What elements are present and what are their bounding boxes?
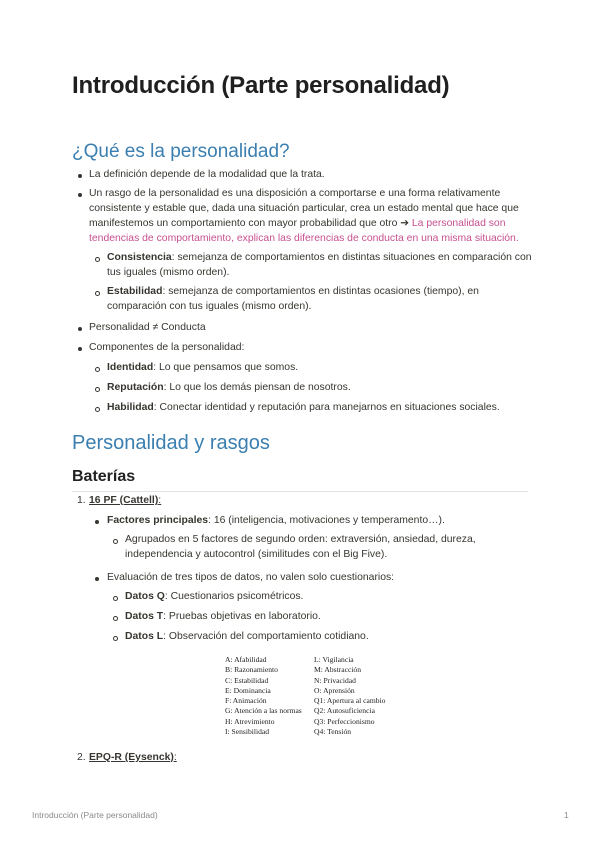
- sub-bullet-icon: [113, 596, 118, 601]
- list-item-title-line: [89, 750, 177, 766]
- bullet-text: consistente y estable que, dada una situación particular, crea un estado mental que hace que: [89, 203, 519, 214]
- bullet-icon: [95, 520, 99, 524]
- factor-item: M: Abstracción: [314, 665, 362, 675]
- list-number: 1.: [77, 495, 86, 506]
- term-datos-t: Datos T: [125, 611, 164, 622]
- list-item-text: : 16 (inteligencia, motivaciones y temperamento…).: [208, 515, 445, 526]
- sub-item-line: [107, 360, 298, 376]
- list-item-line: [107, 513, 445, 529]
- sub-item-text: : Observación del comportamiento cotidiano.: [163, 631, 369, 642]
- highlight-text: La personalidad son: [411, 218, 506, 229]
- sub-item-line: [125, 589, 303, 605]
- factor-item: F: Animación: [225, 696, 267, 706]
- bullet-text: Un rasgo de la personalidad es una disposición a comportarse e una forma relativamente: [89, 188, 501, 199]
- sub-item-text: comparación con tus iguales (mismo orden).: [107, 301, 312, 312]
- sub-item-text: : Pruebas objetivas en laboratorio.: [163, 611, 321, 622]
- factor-item: N: Privacidad: [314, 675, 356, 685]
- bullet-icon: [78, 174, 82, 178]
- sub-item-text: tus iguales (mismo orden).: [107, 267, 230, 278]
- list-number: 2.: [77, 752, 86, 763]
- sub-bullet-icon: [95, 407, 100, 412]
- factor-item: B: Razonamiento: [225, 665, 278, 675]
- factor-item: I: Sensibilidad: [225, 727, 270, 737]
- sub-item-text: : Lo que los demás piensan de nosotros.: [163, 382, 351, 393]
- factor-item: Q2: Autosuficiencia: [314, 706, 375, 716]
- bullet-icon: [78, 193, 82, 197]
- sub-bullet-icon: [113, 636, 118, 641]
- sub-item-line: [107, 400, 500, 416]
- term-consistencia: Consistencia: [107, 252, 172, 263]
- bullet-text: Personalidad ≠ Conducta: [89, 322, 206, 333]
- subsection-heading-baterias: Baterías: [72, 468, 136, 485]
- factor-item: Q4: Tensión: [314, 727, 352, 737]
- footer-title: Introducción (Parte personalidad): [32, 810, 158, 820]
- sub-item-line: [125, 629, 369, 645]
- factor-item: H: Atrevimiento: [225, 716, 275, 726]
- list-item-title-line: [89, 493, 161, 509]
- divider: [72, 491, 528, 492]
- page-title: Introducción (Parte personalidad): [72, 72, 450, 99]
- factor-item: A: Afabilidad: [225, 655, 267, 664]
- bullet-text: manifestemos un comportamiento con mayor probabilidad que otro ➔: [89, 218, 412, 229]
- bullet-icon: [78, 347, 82, 351]
- sub-item-line: [107, 250, 532, 266]
- term-factores: Factores principales: [107, 515, 209, 526]
- sub-item-text: independencia y autocontrol (similitudes con el Big Five).: [125, 549, 388, 560]
- factor-item: L: Vigilancia: [314, 655, 354, 664]
- factor-list-right: [314, 655, 385, 737]
- sub-item-text: : Lo que pensamos que somos.: [153, 362, 299, 373]
- page-number: 1: [564, 810, 569, 820]
- battery-title-epqr: EPQ-R (Eysenck): [89, 752, 174, 763]
- sub-bullet-icon: [95, 291, 100, 296]
- highlight-text: tendencias de comportamiento, explican las diferencias de conducta en una misma situación.: [89, 233, 519, 244]
- bullet-icon: [95, 577, 99, 581]
- colon: :: [173, 752, 177, 763]
- sub-item-text: : Cuestionarios psicométricos.: [164, 591, 304, 602]
- sub-item-line: [107, 284, 479, 300]
- sub-bullet-icon: [95, 257, 100, 262]
- factor-item: G: Atención a las normas: [225, 706, 302, 716]
- sub-item-text: Agrupados en 5 factores de segundo orden: extraversión, ansiedad, dureza,: [125, 534, 476, 545]
- sub-item-text: : Conectar identidad y reputación para manejarnos en situaciones sociales.: [153, 402, 500, 413]
- sub-bullet-icon: [113, 616, 118, 621]
- sub-bullet-icon: [113, 539, 118, 544]
- sub-item-text: : semejanza de comportamientos en distintas situaciones en comparación con: [171, 252, 532, 263]
- sub-item-text: : semejanza de comportamientos en distintas ocasiones (tiempo), en: [162, 286, 479, 297]
- battery-title-16pf: 16 PF (Cattell): [89, 495, 159, 506]
- factor-item: Q3: Perfeccionismo: [314, 716, 375, 726]
- factor-list-left: [225, 655, 302, 737]
- sub-bullet-icon: [95, 387, 100, 392]
- bullet-icon: [78, 327, 82, 331]
- section-heading-que-es: ¿Qué es la personalidad?: [72, 141, 290, 162]
- bullet-text: Componentes de la personalidad:: [89, 342, 245, 353]
- bullet-text-line: [89, 216, 506, 232]
- list-item-text: Evaluación de tres tipos de datos, no valen solo cuestionarios:: [107, 572, 395, 583]
- term-datos-q: Datos Q: [125, 591, 165, 602]
- term-reputacion: Reputación: [107, 382, 164, 393]
- term-datos-l: Datos L: [125, 631, 164, 642]
- section-heading-personalidad-rasgos: Personalidad y rasgos: [72, 432, 270, 454]
- factor-item: C: Estabilidad: [225, 675, 269, 685]
- sub-item-line: [125, 609, 321, 625]
- term-habilidad: Habilidad: [107, 402, 154, 413]
- factor-item: O: Aprensión: [314, 685, 355, 695]
- colon: :: [158, 495, 162, 506]
- factor-item: Q1: Apertura al cambio: [314, 696, 386, 706]
- factor-item: E: Dominancia: [225, 685, 271, 695]
- bullet-text: La definición depende de la modalidad que la trata.: [89, 169, 325, 180]
- term-estabilidad: Estabilidad: [107, 286, 163, 297]
- sub-item-line: [107, 380, 351, 396]
- term-identidad: Identidad: [107, 362, 154, 373]
- sub-bullet-icon: [95, 367, 100, 372]
